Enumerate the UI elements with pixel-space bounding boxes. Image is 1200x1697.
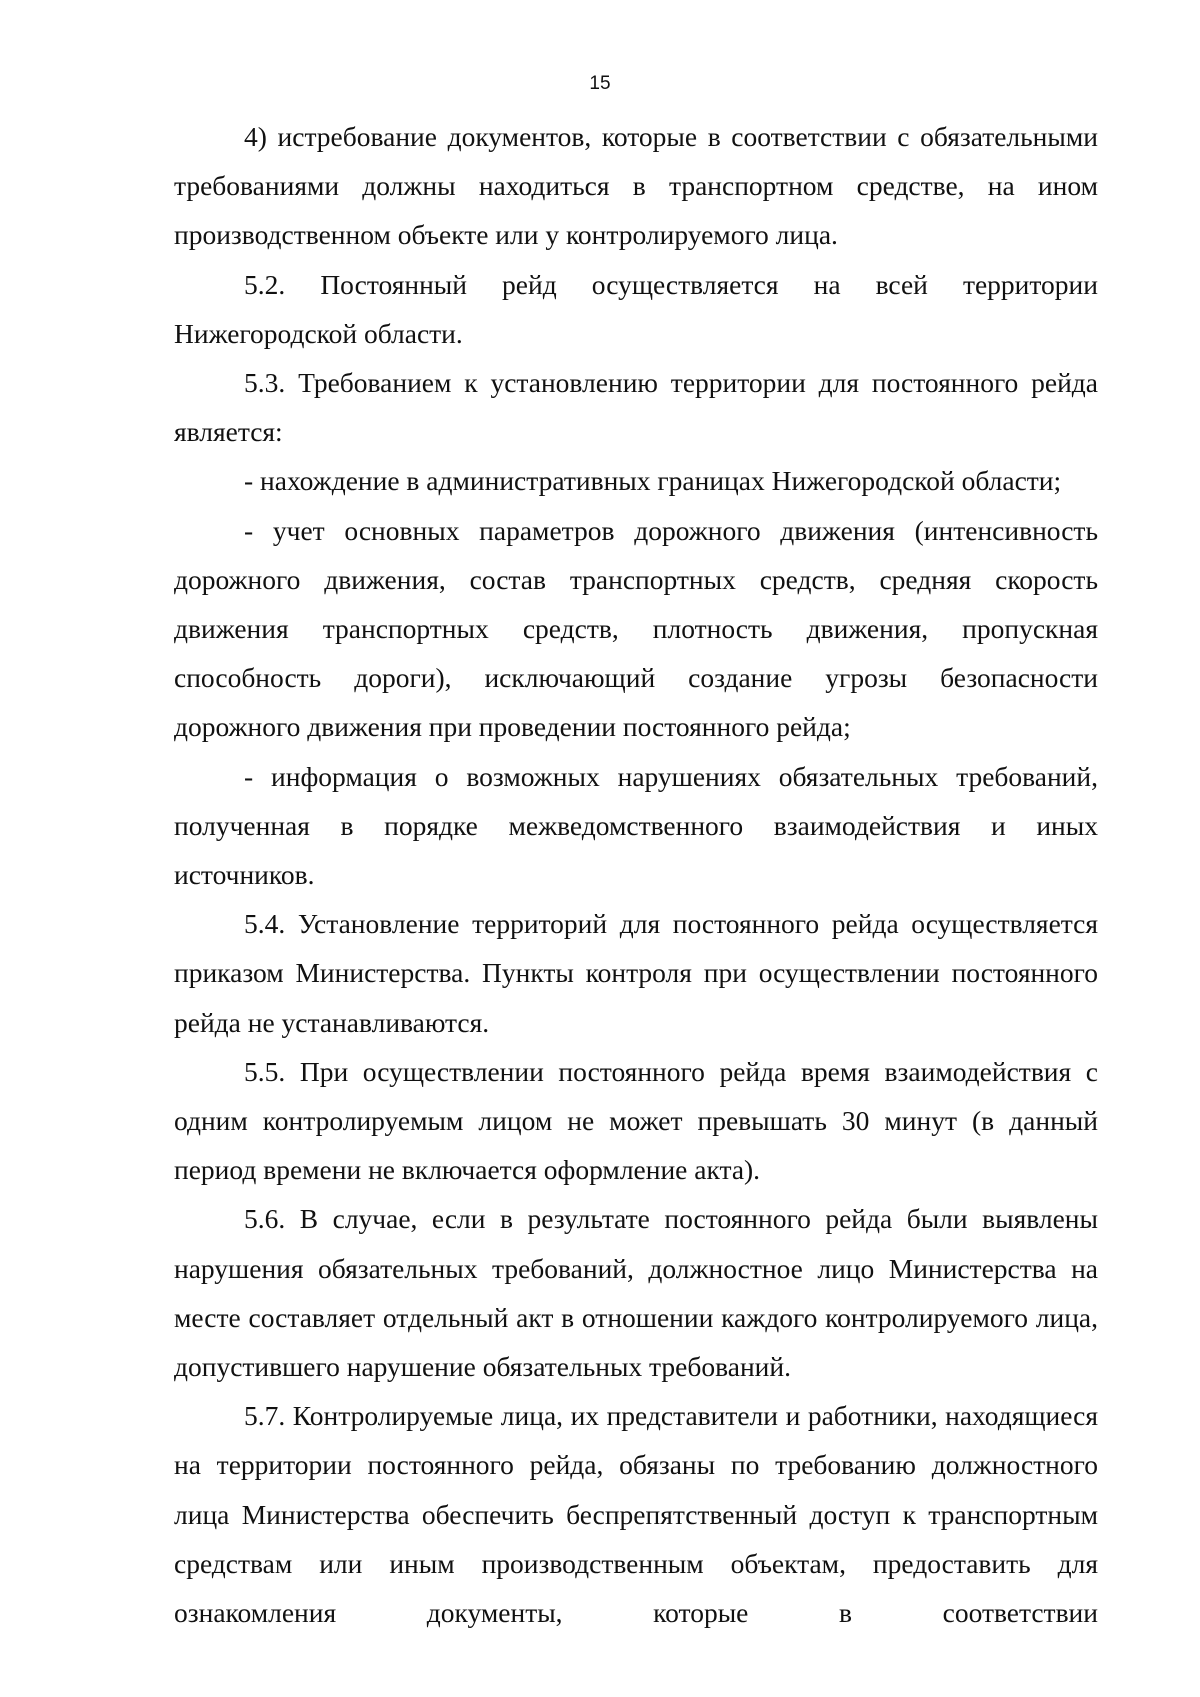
paragraph-5-6: 5.6. В случае, если в результате постоянного рейда были выявлены нарушения обязательных требований, должностное лицо Министерства на месте составляет отдельный акт в отношении каждого контролируемого лица, допустившего нарушение обязательных требований. xyxy=(174,1203,1098,1383)
page-number: 15 xyxy=(589,73,611,94)
paragraph-5-4: 5.4. Установление территорий для постоянного рейда осуществляется приказом Министерства. Пункты контроля при осуществлении постоянного рейда не устанавливаются. xyxy=(174,908,1098,1038)
paragraph-5-5: 5.5. При осуществлении постоянного рейда время взаимодействия с одним контролируемым лицом не может превышать 30 минут (в данный период времени не включается оформление акта). xyxy=(174,1055,1098,1186)
paragraph-5-2: 5.2. Постоянный рейд осуществляется на всей территории Нижегородской области. xyxy=(174,268,1098,349)
paragraph-item-4: 4) истребование документов, которые в соответствии с обязательными требованиями должны находиться в транспортном средстве, на ином производственном объекте или у контролируемого лица. xyxy=(174,121,1098,251)
paragraph-5-3: 5.3. Требованием к установлению территории для постоянного рейда является: xyxy=(174,367,1098,448)
paragraph-5-7: 5.7. Контролируемые лица, их представители и работники, находящиеся на территории постоянного рейда, обязаны по требованию должностного лица Министерства обеспечить беспрепятственный доступ к транспортным средствам или иным производственным объектам, предоставить для ознакомления документы, которые в соответствии xyxy=(174,1400,1098,1629)
list-item-admin-borders: - нахождение в административных границах Нижегородской области; xyxy=(244,465,1062,497)
list-item-traffic-parameters: - учет основных параметров дорожного движения (интенсивность дорожного движения, состав транспортных средств, средняя скорость движения транспортных средств, плотность движения, пропускная способность дороги), исключающий создание угрозы безопасности дорожного движения при проведении постоянного рейда; xyxy=(174,514,1098,743)
list-item-violation-information: - информация о возможных нарушениях обязательных требований, полученная в порядке межведомственного взаимодействия и иных источников. xyxy=(174,760,1098,891)
document-body xyxy=(174,112,1098,1637)
